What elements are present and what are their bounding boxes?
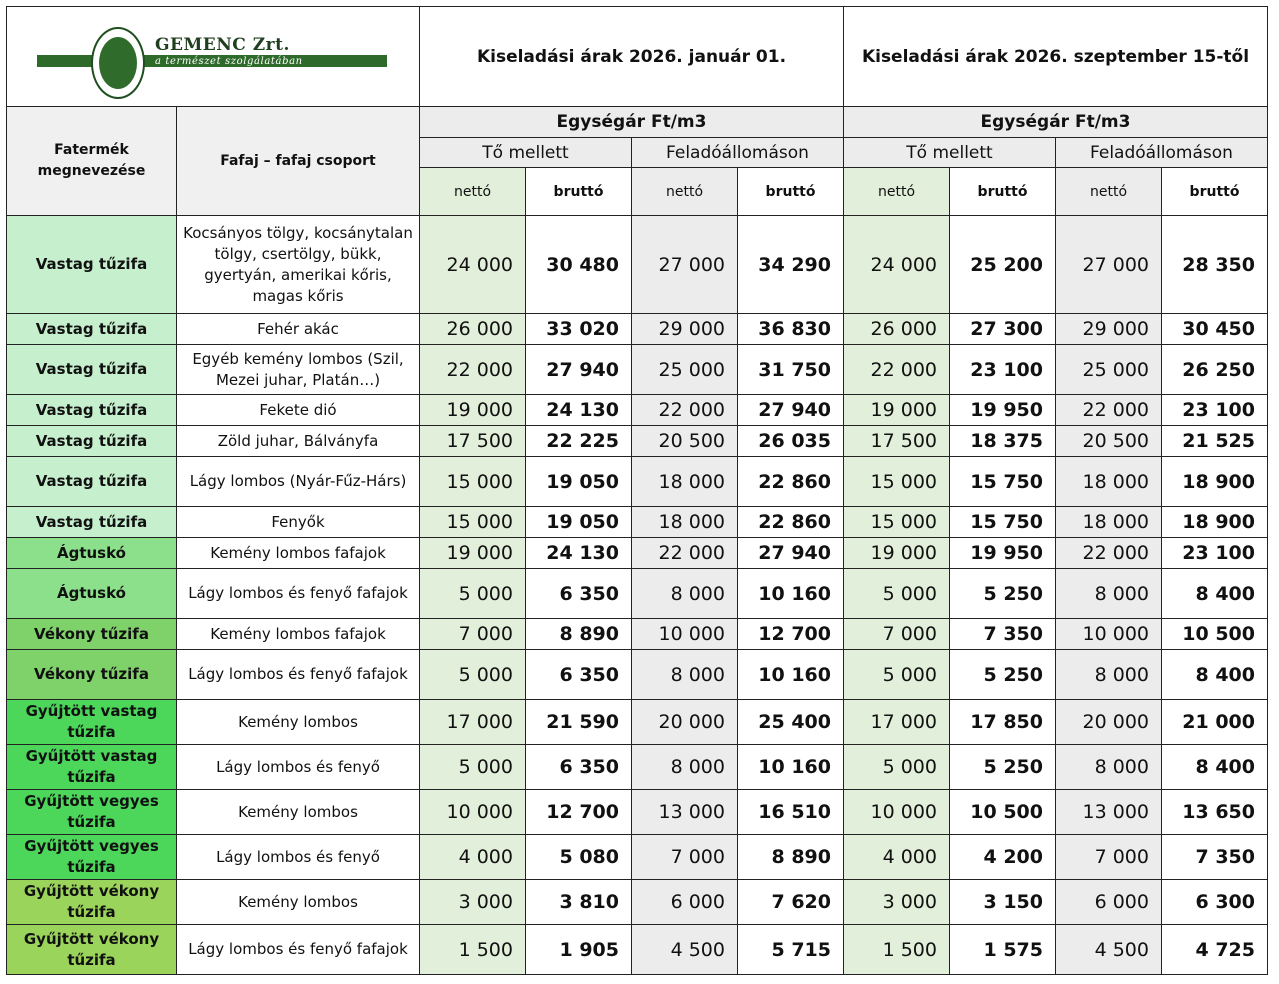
brutto-price: 10 500: [1162, 619, 1268, 650]
netto-price: 19 000: [844, 395, 950, 426]
brutto-price: 36 830: [738, 314, 844, 345]
netto-header: nettó: [1056, 168, 1162, 216]
table-row: [7, 569, 1268, 619]
netto-price: 8 000: [1056, 650, 1162, 700]
table-row: [7, 538, 1268, 569]
netto-price: 25 000: [632, 345, 738, 395]
netto-price: 8 000: [632, 569, 738, 619]
species-name: Lágy lombos és fenyő: [177, 745, 420, 790]
brutto-price: 27 940: [738, 395, 844, 426]
product-name: Vastag tűzifa: [7, 314, 177, 345]
brutto-price: 13 650: [1162, 790, 1268, 835]
brutto-price: 26 035: [738, 426, 844, 457]
brutto-price: 4 725: [1162, 925, 1268, 975]
table-row: [7, 880, 1268, 925]
netto-price: 22 000: [420, 345, 526, 395]
brutto-price: 34 290: [738, 216, 844, 314]
species-name: Egyéb kemény lombos (Szil, Mezei juhar, Platán…): [177, 345, 420, 395]
product-name: Vastag tűzifa: [7, 395, 177, 426]
product-name: Gyűjtött vegyes tűzifa: [7, 835, 177, 880]
brutto-price: 5 250: [950, 650, 1056, 700]
netto-price: 4 000: [420, 835, 526, 880]
netto-price: 19 000: [420, 395, 526, 426]
product-name: Ágtuskó: [7, 538, 177, 569]
netto-price: 22 000: [632, 395, 738, 426]
brutto-price: 7 350: [1162, 835, 1268, 880]
netto-price: 24 000: [844, 216, 950, 314]
table-row: [7, 835, 1268, 880]
brutto-price: 17 850: [950, 700, 1056, 745]
netto-price: 17 500: [844, 426, 950, 457]
table-row: [7, 345, 1268, 395]
netto-price: 29 000: [1056, 314, 1162, 345]
location-header: Tő mellett: [420, 138, 632, 168]
brutto-price: 5 715: [738, 925, 844, 975]
brutto-price: 6 300: [1162, 880, 1268, 925]
netto-price: 19 000: [420, 538, 526, 569]
brutto-price: 3 810: [526, 880, 632, 925]
netto-price: 20 000: [1056, 700, 1162, 745]
location-header: Feladóállomáson: [632, 138, 844, 168]
oak-seal-icon: [91, 27, 145, 99]
species-name: Lágy lombos és fenyő fafajok: [177, 569, 420, 619]
logo-name: GEMENC Zrt.: [155, 35, 290, 55]
netto-price: 25 000: [1056, 345, 1162, 395]
table-row: [7, 216, 1268, 314]
species-name: Lágy lombos és fenyő: [177, 835, 420, 880]
brutto-price: 6 350: [526, 569, 632, 619]
brutto-price: 16 510: [738, 790, 844, 835]
netto-header: nettó: [420, 168, 526, 216]
netto-header: nettó: [844, 168, 950, 216]
brutto-price: 5 250: [950, 745, 1056, 790]
species-name: Kemény lombos fafajok: [177, 619, 420, 650]
brutto-price: 12 700: [526, 790, 632, 835]
logo-cell: [7, 7, 420, 107]
table-row: [7, 650, 1268, 700]
brutto-price: 22 860: [738, 457, 844, 507]
netto-price: 7 000: [1056, 835, 1162, 880]
product-name: Gyűjtött vékony tűzifa: [7, 925, 177, 975]
brutto-price: 30 480: [526, 216, 632, 314]
company-logo: [37, 19, 387, 99]
netto-price: 6 000: [1056, 880, 1162, 925]
netto-price: 4 000: [844, 835, 950, 880]
product-name: Gyűjtött vastag tűzifa: [7, 745, 177, 790]
brutto-price: 3 150: [950, 880, 1056, 925]
netto-price: 7 000: [632, 835, 738, 880]
brutto-price: 19 950: [950, 538, 1056, 569]
price-table: [6, 6, 1268, 975]
product-name: Vastag tűzifa: [7, 507, 177, 538]
netto-price: 5 000: [420, 745, 526, 790]
netto-price: 1 500: [844, 925, 950, 975]
brutto-price: 26 250: [1162, 345, 1268, 395]
netto-price: 5 000: [844, 650, 950, 700]
brutto-price: 23 100: [950, 345, 1056, 395]
brutto-price: 10 160: [738, 745, 844, 790]
netto-price: 7 000: [844, 619, 950, 650]
product-name: Gyűjtött vegyes tűzifa: [7, 790, 177, 835]
netto-price: 5 000: [420, 569, 526, 619]
netto-price: 4 500: [632, 925, 738, 975]
species-name: Kemény lombos: [177, 790, 420, 835]
table-row: [7, 426, 1268, 457]
netto-price: 17 500: [420, 426, 526, 457]
brutto-price: 31 750: [738, 345, 844, 395]
netto-price: 27 000: [1056, 216, 1162, 314]
period-2-title: Kiseladási árak 2026. szeptember 15-től: [844, 7, 1268, 107]
brutto-price: 19 050: [526, 507, 632, 538]
brutto-price: 24 130: [526, 538, 632, 569]
brutto-price: 7 350: [950, 619, 1056, 650]
netto-price: 29 000: [632, 314, 738, 345]
brutto-price: 8 400: [1162, 650, 1268, 700]
netto-price: 8 000: [632, 650, 738, 700]
netto-price: 7 000: [420, 619, 526, 650]
netto-price: 26 000: [844, 314, 950, 345]
brutto-price: 21 000: [1162, 700, 1268, 745]
netto-price: 10 000: [844, 790, 950, 835]
brutto-price: 30 450: [1162, 314, 1268, 345]
netto-price: 18 000: [1056, 457, 1162, 507]
brutto-price: 8 890: [526, 619, 632, 650]
brutto-header: bruttó: [1162, 168, 1268, 216]
netto-price: 18 000: [1056, 507, 1162, 538]
brutto-price: 19 950: [950, 395, 1056, 426]
netto-price: 1 500: [420, 925, 526, 975]
species-name: Kocsányos tölgy, kocsánytalan tölgy, csertölgy, bükk, gyertyán, amerikai kőris, magas kőris: [177, 216, 420, 314]
brutto-price: 22 860: [738, 507, 844, 538]
brutto-price: 1 575: [950, 925, 1056, 975]
netto-price: 20 000: [632, 700, 738, 745]
netto-price: 6 000: [632, 880, 738, 925]
netto-price: 8 000: [1056, 569, 1162, 619]
netto-price: 5 000: [844, 569, 950, 619]
netto-price: 5 000: [420, 650, 526, 700]
netto-price: 4 500: [1056, 925, 1162, 975]
species-name: Fekete dió: [177, 395, 420, 426]
species-name: Lágy lombos és fenyő fafajok: [177, 650, 420, 700]
brutto-price: 10 160: [738, 569, 844, 619]
brutto-price: 23 100: [1162, 538, 1268, 569]
species-name: Fenyők: [177, 507, 420, 538]
netto-price: 15 000: [844, 507, 950, 538]
brutto-price: 10 500: [950, 790, 1056, 835]
brutto-price: 15 750: [950, 507, 1056, 538]
period-1-title: Kiseladási árak 2026. január 01.: [420, 7, 844, 107]
logo-tagline: a természet szolgálatában: [155, 56, 303, 67]
netto-price: 17 000: [844, 700, 950, 745]
location-header: Feladóállomáson: [1056, 138, 1268, 168]
brutto-price: 28 350: [1162, 216, 1268, 314]
netto-price: 22 000: [1056, 538, 1162, 569]
brutto-price: 4 200: [950, 835, 1056, 880]
product-name: Ágtuskó: [7, 569, 177, 619]
brutto-price: 21 590: [526, 700, 632, 745]
netto-price: 3 000: [844, 880, 950, 925]
table-row: [7, 457, 1268, 507]
brutto-price: 18 900: [1162, 507, 1268, 538]
brutto-price: 8 890: [738, 835, 844, 880]
brutto-price: 1 905: [526, 925, 632, 975]
species-name: Kemény lombos fafajok: [177, 538, 420, 569]
netto-price: 22 000: [632, 538, 738, 569]
netto-price: 19 000: [844, 538, 950, 569]
netto-price: 3 000: [420, 880, 526, 925]
unit-header-2: Egységár Ft/m3: [844, 107, 1268, 138]
species-name: Kemény lombos: [177, 880, 420, 925]
product-name: Vastag tűzifa: [7, 426, 177, 457]
brutto-price: 22 225: [526, 426, 632, 457]
brutto-price: 23 100: [1162, 395, 1268, 426]
table-row: [7, 790, 1268, 835]
netto-price: 17 000: [420, 700, 526, 745]
brutto-price: 19 050: [526, 457, 632, 507]
species-name: Lágy lombos (Nyár-Fűz-Hárs): [177, 457, 420, 507]
species-name: Lágy lombos és fenyő fafajok: [177, 925, 420, 975]
netto-price: 13 000: [632, 790, 738, 835]
brutto-price: 8 400: [1162, 745, 1268, 790]
brutto-price: 33 020: [526, 314, 632, 345]
brutto-price: 27 300: [950, 314, 1056, 345]
product-name: Vastag tűzifa: [7, 216, 177, 314]
netto-price: 13 000: [1056, 790, 1162, 835]
table-row: [7, 314, 1268, 345]
brutto-header: bruttó: [526, 168, 632, 216]
brutto-header: bruttó: [738, 168, 844, 216]
product-name: Vastag tűzifa: [7, 345, 177, 395]
brutto-header: bruttó: [950, 168, 1056, 216]
location-header: Tő mellett: [844, 138, 1056, 168]
netto-price: 20 500: [1056, 426, 1162, 457]
brutto-price: 12 700: [738, 619, 844, 650]
brutto-price: 6 350: [526, 650, 632, 700]
brutto-price: 27 940: [526, 345, 632, 395]
product-name: Vékony tűzifa: [7, 650, 177, 700]
netto-price: 15 000: [844, 457, 950, 507]
netto-price: 24 000: [420, 216, 526, 314]
netto-price: 10 000: [632, 619, 738, 650]
netto-price: 22 000: [1056, 395, 1162, 426]
table-row: [7, 925, 1268, 975]
product-name: Gyűjtött vékony tűzifa: [7, 880, 177, 925]
brutto-price: 27 940: [738, 538, 844, 569]
brutto-price: 15 750: [950, 457, 1056, 507]
species-name: Fehér akác: [177, 314, 420, 345]
netto-price: 22 000: [844, 345, 950, 395]
species-name: Kemény lombos: [177, 700, 420, 745]
product-name: Vastag tűzifa: [7, 457, 177, 507]
brutto-price: 24 130: [526, 395, 632, 426]
species-header: Fafaj – fafaj csoport: [177, 107, 420, 216]
brutto-price: 5 080: [526, 835, 632, 880]
brutto-price: 18 900: [1162, 457, 1268, 507]
netto-header: nettó: [632, 168, 738, 216]
brutto-price: 5 250: [950, 569, 1056, 619]
netto-price: 8 000: [1056, 745, 1162, 790]
product-name: Gyűjtött vastag tűzifa: [7, 700, 177, 745]
brutto-price: 25 400: [738, 700, 844, 745]
netto-price: 10 000: [1056, 619, 1162, 650]
netto-price: 10 000: [420, 790, 526, 835]
brutto-price: 21 525: [1162, 426, 1268, 457]
brutto-price: 7 620: [738, 880, 844, 925]
netto-price: 8 000: [632, 745, 738, 790]
unit-header-1: Egységár Ft/m3: [420, 107, 844, 138]
brutto-price: 6 350: [526, 745, 632, 790]
table-row: [7, 619, 1268, 650]
netto-price: 5 000: [844, 745, 950, 790]
netto-price: 15 000: [420, 507, 526, 538]
table-row: [7, 507, 1268, 538]
brutto-price: 18 375: [950, 426, 1056, 457]
product-header: Fatermék megnevezése: [7, 107, 177, 216]
netto-price: 27 000: [632, 216, 738, 314]
species-name: Zöld juhar, Bálványfa: [177, 426, 420, 457]
brutto-price: 10 160: [738, 650, 844, 700]
netto-price: 18 000: [632, 507, 738, 538]
netto-price: 26 000: [420, 314, 526, 345]
brutto-price: 8 400: [1162, 569, 1268, 619]
brutto-price: 25 200: [950, 216, 1056, 314]
netto-price: 15 000: [420, 457, 526, 507]
table-row: [7, 700, 1268, 745]
netto-price: 18 000: [632, 457, 738, 507]
product-name: Vékony tűzifa: [7, 619, 177, 650]
netto-price: 20 500: [632, 426, 738, 457]
table-row: [7, 395, 1268, 426]
table-row: [7, 745, 1268, 790]
